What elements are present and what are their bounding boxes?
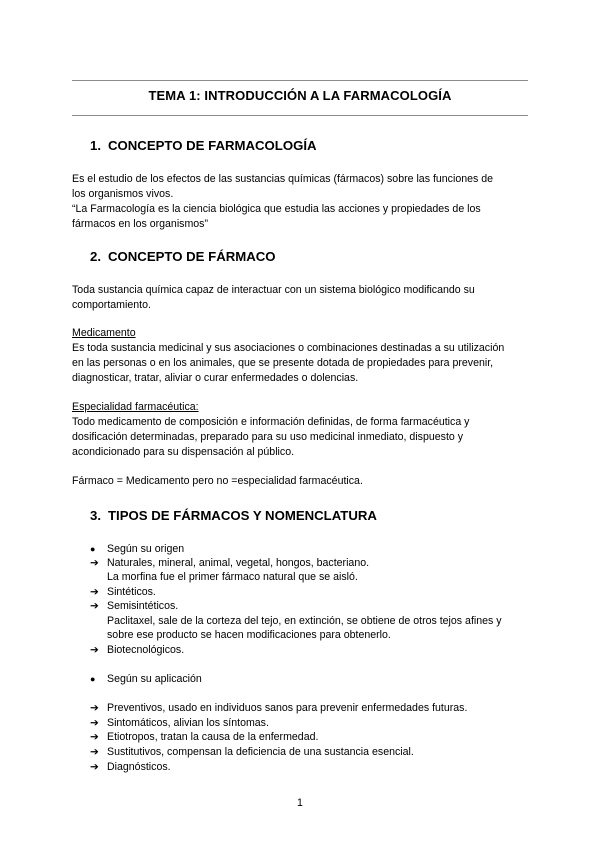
text-line: Es toda sustancia medicinal y sus asociaciones o combinaciones destinadas a su utilización: [72, 342, 505, 354]
arrow-item: [90, 760, 171, 775]
arrow-item: [90, 701, 467, 716]
section-1-heading: [90, 138, 317, 153]
section-number: 2.: [90, 249, 101, 264]
top-rule: [72, 80, 528, 81]
section-2-intro: [72, 283, 532, 313]
arrow-icon: ➔: [90, 557, 99, 569]
bullet-item-aplicacion: [90, 672, 202, 687]
page-number: 1: [297, 797, 303, 809]
arrow-icon: ➔: [90, 746, 99, 758]
text-line: comportamiento.: [72, 299, 151, 311]
section-title: TIPOS DE FÁRMACOS Y NOMENCLATURA: [108, 508, 377, 523]
arrow-item: [90, 556, 369, 571]
item-continuation: Paclitaxel, sale de la corteza del tejo, en extinción, se obtiene de otros tejos afines y: [107, 615, 502, 627]
section-2-heading: [90, 249, 276, 264]
section-number: 3.: [90, 508, 101, 523]
section-title: CONCEPTO DE FARMACOLOGÍA: [108, 138, 317, 153]
item-text: Etiotropos, tratan la causa de la enfermedad.: [107, 731, 319, 743]
text-line: dosificación determinadas, preparado para su uso medicinal inmediato, dispuesto y: [72, 431, 464, 443]
item-text: Preventivos, usado en individuos sanos para prevenir enfermedades futuras.: [107, 702, 468, 714]
text-line: Fármaco = Medicamento pero no =especialidad farmacéutica.: [72, 475, 363, 487]
arrow-item: [90, 716, 269, 731]
text-line: fármacos en los organismos”: [72, 218, 209, 230]
bullet-icon: ●: [90, 544, 96, 554]
item-continuation: La morfina fue el primer fármaco natural que se aisló.: [107, 571, 358, 583]
section-number: 1.: [90, 138, 101, 153]
item-text: Sintomáticos, alivian los síntomas.: [107, 717, 269, 729]
especialidad-label: Especialidad farmacéutica:: [72, 401, 199, 413]
section-title: CONCEPTO DE FÁRMACO: [108, 249, 276, 264]
item-text: Diagnósticos.: [107, 761, 171, 773]
item-text: Naturales, mineral, animal, vegetal, hongos, bacteriano.: [107, 557, 370, 569]
bullet-item-origen: [90, 542, 184, 557]
arrow-item: [90, 599, 178, 614]
item-text: Biotecnológicos.: [107, 644, 185, 656]
arrow-icon: ➔: [90, 731, 99, 743]
text-line: “La Farmacología es la ciencia biológica que estudia las acciones y propiedades de los: [72, 203, 481, 215]
text-line: Es el estudio de los efectos de las sustancias químicas (fármacos) sobre las funciones de: [72, 173, 494, 185]
text-line: Todo medicamento de composición e información definidas, de forma farmacéutica y: [72, 416, 470, 428]
arrow-icon: ➔: [90, 702, 99, 714]
arrow-icon: ➔: [90, 717, 99, 729]
arrow-icon: ➔: [90, 586, 99, 598]
bullet-label: Según su aplicación: [107, 673, 202, 685]
item-continuation: sobre ese producto se hacen modificaciones para obtenerlo.: [107, 629, 391, 641]
arrow-item: [90, 745, 414, 760]
text-line: Toda sustancia química capaz de interactuar con un sistema biológico modificando su: [72, 284, 475, 296]
text-line: los organismos vivos.: [72, 188, 174, 200]
text-line: acondicionado para su dispensación al público.: [72, 446, 295, 458]
text-line: en las personas o en los animales, que se presente dotada de propiedades para prevenir,: [72, 357, 494, 369]
equation-line: [72, 474, 532, 489]
arrow-item: [90, 730, 318, 745]
medicamento-label: Medicamento: [72, 327, 136, 339]
item-text: Sustitutivos, compensan la deficiencia de una sustancia esencial.: [107, 746, 414, 758]
arrow-item: [90, 585, 156, 600]
item-text: Sintéticos.: [107, 586, 156, 598]
arrow-icon: ➔: [90, 600, 99, 612]
medicamento-block: [72, 326, 532, 386]
bullet-icon: ●: [90, 674, 96, 684]
title-rule: [72, 115, 528, 116]
arrow-item: [90, 643, 184, 658]
page-title: TEMA 1: INTRODUCCIÓN A LA FARMACOLOGÍA: [148, 88, 452, 103]
text-line: diagnosticar, tratar, aliviar o curar enfermedades o dolencias.: [72, 372, 359, 384]
item-text: Semisintéticos.: [107, 600, 179, 612]
arrow-icon: ➔: [90, 761, 99, 773]
section-3-heading: [90, 508, 377, 523]
bullet-label: Según su origen: [107, 543, 185, 555]
especialidad-block: [72, 400, 532, 460]
section-1-text: [72, 172, 532, 232]
arrow-icon: ➔: [90, 644, 99, 656]
